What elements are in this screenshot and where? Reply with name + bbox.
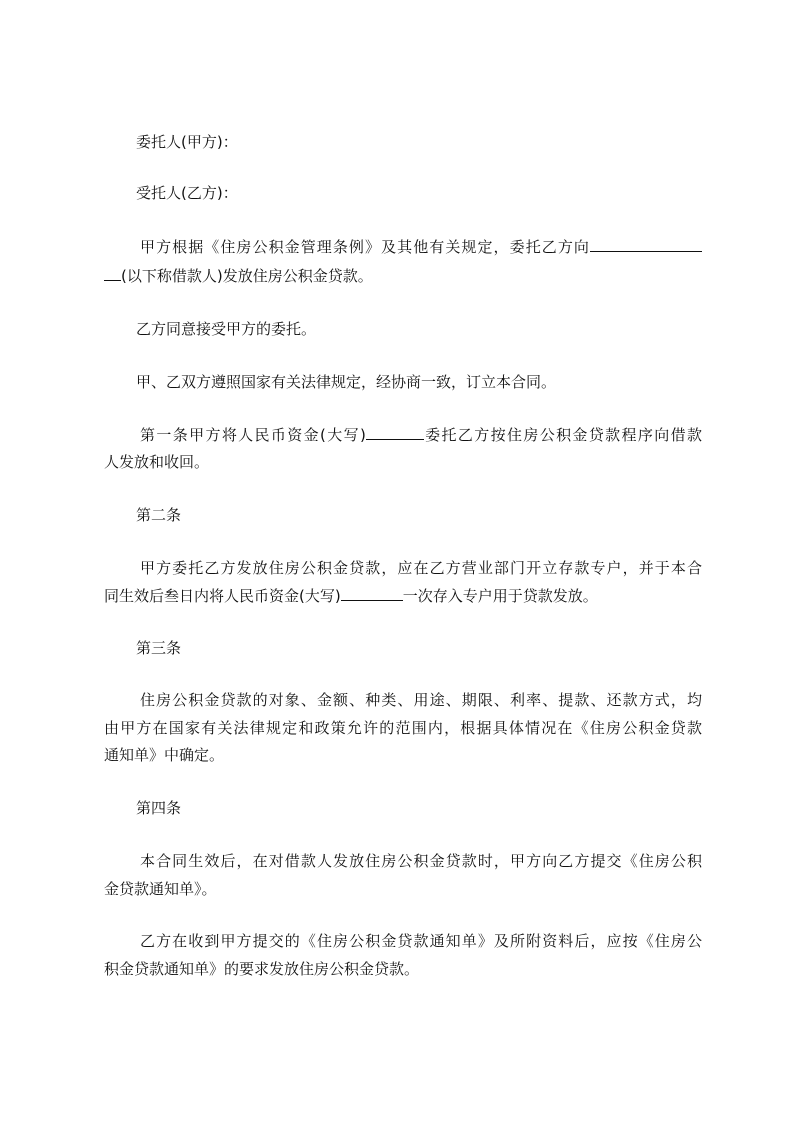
article2-line-2 [104, 586, 702, 606]
article4-para1-line-1: 本合同生效后，在对借款人发放住房公积金贷款时，甲方向乙方提交《住房公积 [140, 852, 702, 870]
principal-label: 委托人(甲方)： [136, 133, 238, 151]
intro-text-1: 甲方根据《住房公积金管理条例》及其他有关规定，委托乙方向 [140, 238, 590, 256]
article1-text-1: 第一条甲方将人民币资金(大写) [140, 426, 366, 444]
article3-line-2: 由甲方在国家有关法律规定和政策允许的范围内，根据具体情况在《住房公积金贷款 [104, 719, 702, 737]
article2-text-3: 一次存入专户用于贷款发放。 [402, 587, 598, 605]
intro-line-1 [140, 237, 702, 257]
article4-para2-line-1: 乙方在收到甲方提交的《住房公积金贷款通知单》及所附资料后，应按《住房公 [140, 932, 702, 950]
article4-para1-line-2: 金贷款通知单》。 [104, 880, 217, 898]
article4-para2-line-2: 积金贷款通知单》的要求发放住房公积金贷款。 [104, 960, 420, 978]
article2-heading: 第二条 [136, 506, 182, 524]
article2-line-1: 甲方委托乙方发放住房公积金贷款，应在乙方营业部门开立存款专户，并于本合 [140, 559, 702, 577]
intro-text-2: (以下称借款人)发放住房公积金贷款。 [121, 267, 373, 285]
article1-text-2: 委托乙方按住房公积金贷款程序向借款 [423, 426, 702, 444]
article3-line-1: 住房公积金贷款的对象、金额、种类、用途、期限、利率、提款、还款方式，均 [140, 691, 702, 709]
intro-line-2 [104, 266, 702, 286]
borrower-blank-1 [590, 237, 702, 252]
article2-amount-blank [341, 586, 403, 601]
article1-line-2: 人发放和收回。 [104, 453, 210, 471]
article3-line-3: 通知单》中确定。 [104, 746, 225, 764]
article3-heading: 第三条 [136, 639, 182, 657]
article1-line-1 [140, 425, 702, 445]
trustee-label: 受托人(乙方)： [136, 184, 238, 202]
agreement-text: 甲、乙双方遵照国家有关法律规定，经协商一致，订立本合同。 [136, 373, 557, 391]
article4-heading: 第四条 [136, 799, 182, 817]
article1-amount-blank [366, 425, 424, 440]
acceptance-text: 乙方同意接受甲方的委托。 [136, 320, 317, 338]
borrower-blank-2 [104, 266, 121, 281]
article2-text-2: 同生效后叁日内将人民币资金(大写) [104, 587, 341, 605]
